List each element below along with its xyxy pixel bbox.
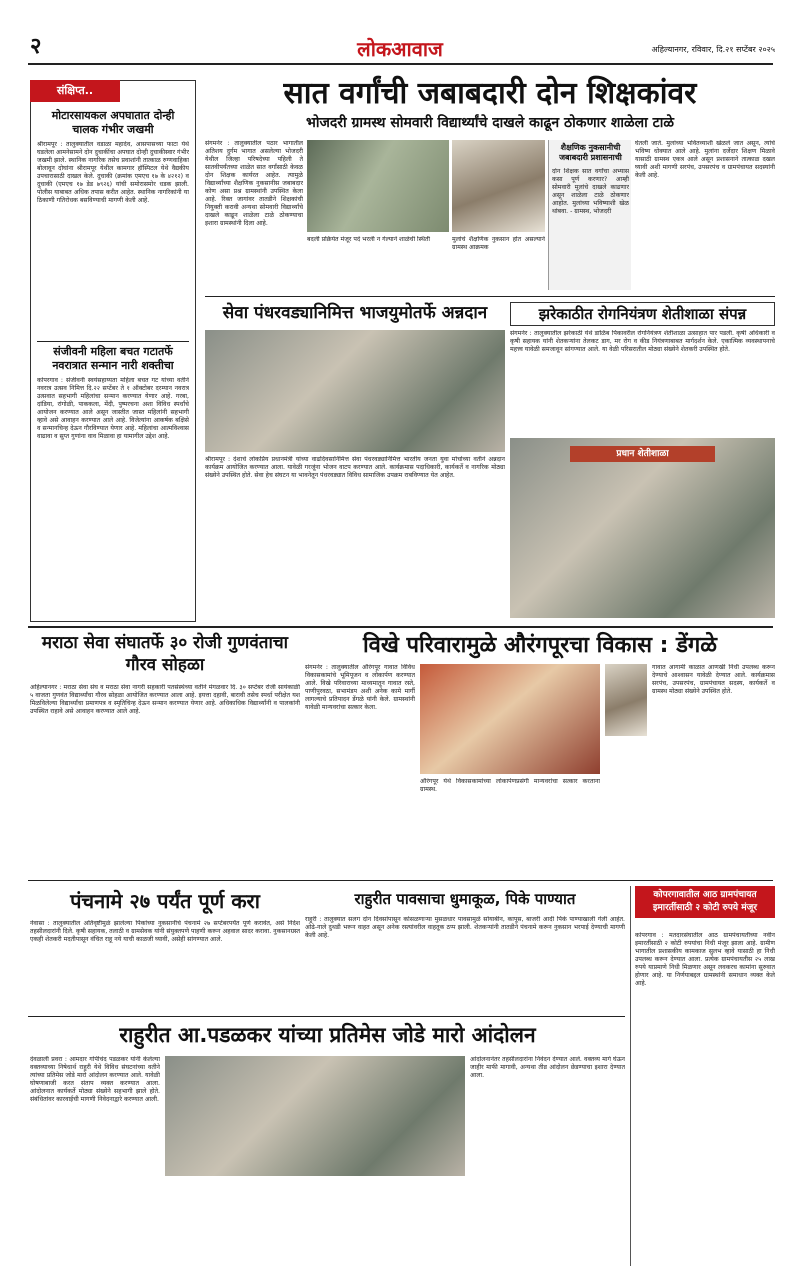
kopargaon-box (630, 886, 775, 1266)
vikhe-photo (420, 664, 600, 774)
lead-sidebox-headline: शैक्षणिक नुकसानीची जबाबदारी प्रशासनाची (559, 143, 622, 162)
vikhe-body: संगमनेर : तालुक्यातील औरंगपूर गावात विविध विकासकामांचे भूमिपूजन व लोकार्पण करण्यात आले. विखे परिवाराच्या माध्यमातून गावात रस्ते, पाणीपुरवठा, सभामंडप अशी अनेक कामे मार्गी लागल्याचे प्रतिपादन डेंगळे यांनी केले. ग्रामस्थांनी यावेळी मान्यवरांचा सत्कार केला. (305, 664, 415, 711)
maratha-headline: मराठा सेवा संघातर्फे ३० रोजी गुणवंताचा गौरव सोहळा (41, 633, 289, 675)
padalkar-headline: राहुरीत आ.पडळकर यांच्या प्रतिमेस जोडे मारो आंदोलन (119, 1023, 536, 1047)
lead-subhead: भोजदरी ग्रामस्थ सोमवारी विद्यार्थ्यांचे दाखले काढून ठोकणार शाळेला टाळे (305, 115, 674, 131)
annadan-headline: सेवा पंधरवड्यानिमित्त भाजयुमोतर्फे अन्नदान (222, 303, 488, 323)
mid-rule-1 (28, 626, 773, 628)
lead-sidebox (548, 140, 631, 290)
rahuri-rain-headline: राहुरीत पावसाचा धुमाकूळ, पिके पाण्यात (354, 890, 576, 908)
shetishala-photo (510, 438, 775, 618)
lead-body-2: घेतली जाते. मुलांच्या भवितव्याशी खेळले जात असून, त्यांचे भविष्य धोक्यात आले आहे. मुलांना दर्जेदार शिक्षण मिळावे यासाठी ग्रामस्थ एकत्र आले असून प्रशासनाने तात्काळ दखल घ्यावी अशी मागणी सरपंच, उपसरपंच व ग्रामपंचायत सदस्यांनी केली आहे. (635, 140, 775, 179)
vikhe-portrait (605, 664, 647, 736)
header-rule (28, 63, 773, 65)
lead-photo-school (307, 140, 449, 232)
shetishala-body: संगमनेर : तालुक्यातील झरेकाठी येथे डाळिंब पिकावरील रोगनियंत्रण शेतीशाळा उत्साहात पार पडली. कृषी अधिकारी व कृषी सहायक यांनी शेतकऱ्यांना तेलकट डाग, मर रोग व कीड नियंत्रणाबाबत मार्गदर्शन केले. एकात्मिक व्यवस्थापनाचे महत्त्व यावेळी समजावून सांगण्यात आले. या वेळी परिसरातील मोठ्या संख्येने शेतकरी उपस्थित होते. (510, 330, 775, 353)
mid-rule-3 (28, 1016, 625, 1017)
dateline: अहिल्यानगर, रविवार, दि.२१ सप्टेंबर २०२५ (651, 45, 775, 54)
lead-body-1: संगमनेर : तालुक्यातील पठार भागातील अतिशय दुर्गम भागात असलेल्या भोजदरी येथील जिल्हा परिषदेच्या पहिली ते सातवीपर्यंतच्या शाळेत सात वर्गांसाठी केवळ दोन शिक्षक कार्यरत आहेत. त्यामुळे विद्यार्थ्यांच्या शैक्षणिक नुकसानीस जबाबदार कोण असा प्रश्न ग्रामस्थांनी उपस्थित केला आहे. रिक्त जागांवर तातडीने शिक्षकांची नियुक्ती करावी अन्यथा सोमवारी विद्यार्थ्यांचे दाखले काढून शाळेला टाळे ठोकण्याचा इशारा ग्रामस्थांनी दिला आहे. (205, 140, 303, 227)
lead-headline: सात वर्गांची जबाबदारी दोन शिक्षकांवर (283, 76, 697, 111)
kopargaon-headline: कोपरगावातील आठ ग्रामपंचायत इमारतींसाठी २ कोटी रुपये मंजूर (635, 886, 775, 918)
padalkar-photo (165, 1056, 465, 1176)
sidebar-divider (37, 341, 189, 342)
lead-caption-2: मुलांचे शैक्षणिक नुकसान होत असल्याने ग्रामस्थ आक्रमक (452, 236, 545, 251)
padalkar-body-2: आंदोलनानंतर तहसीलदारांना निवेदन देण्यात आले. वक्तव्य मागे घेऊन जाहीर माफी मागावी, अन्यथा तीव्र आंदोलन छेडण्याचा इशारा देण्यात आला. (470, 1056, 625, 1079)
lead-caption-1: बदली प्रक्रियेत मंजूर पदे भरली न गेल्याने शाळेची स्थिती (307, 236, 431, 243)
kopargaon-body: कोपरगाव : मतदारसंघातील आठ ग्रामपंचायतींच्या नवीन इमारतींसाठी २ कोटी रुपयांचा निधी मंजूर झाला आहे. ग्रामीण भागातील प्रशासकीय कामकाज सुलभ व्हावे यासाठी हा निधी उपलब्ध करून देण्यात आला. प्रत्येक ग्रामपंचायतीस २५ लाख रुपये याप्रमाणे निधी मिळणार असून लवकरच कामांना सुरुवात होणार आहे. या निर्णयाबद्दल ग्रामस्थांनी समाधान व्यक्त केले आहे. (635, 932, 775, 987)
vikhe-headline: विखे परिवारामुळे औरंगपूरचा विकास : डेंगळे (362, 633, 718, 658)
rahuri-rain-body: राहुरी : तालुक्यात सलग दोन दिवसांपासून कोसळणाऱ्या मुसळधार पावसामुळे सोयाबीन, कापूस, बाजरी आदी पिके पाण्याखाली गेली आहेत. ओढे-नाले दुथडी भरून वाहत असून अनेक रस्त्यांवरील वाहतूक ठप्प झाली. शेतकऱ्यांनी तातडीने पंचनामे करून नुकसान भरपाई देण्याची मागणी केली आहे. (305, 916, 625, 939)
vikhe-body-2: गावात आगामी काळात आणखी निधी उपलब्ध करून देण्याचे आश्वासन यावेळी देण्यात आले. कार्यक्रमास सरपंच, उपसरपंच, ग्रामपंचायत सदस्य, कार्यकर्ते व ग्रामस्थ मोठ्या संख्येने उपस्थित होते. (652, 664, 775, 695)
shetishala-headline: झरेकाठीत रोगनियंत्रण शेतीशाळा संपन्न (510, 302, 775, 326)
lead-photo-students (452, 140, 545, 232)
lead-sidebox-body: दोन शिक्षक सात वर्गांचा अभ्यास कसा पूर्ण करणार? आम्ही सोमवारी मुलांचे दाखले काढणार असून शाळेला टाळे ठोकणार आहोत. मुलांच्या भविष्याशी खेळ थांबवा. - ग्रामस्थ, भोजदरी (552, 168, 629, 215)
page-number: २ (30, 34, 42, 59)
padalkar-body: देवळाली प्रवरा : आमदार गोपीचंद पडळकर यांनी केलेल्या वक्तव्याच्या निषेधार्थ राहुरी येथे विविध संघटनांच्या वतीने त्यांच्या प्रतिमेस जोडे मारो आंदोलन करण्यात आले. यावेळी घोषणाबाजी करत संताप व्यक्त करण्यात आला. आंदोलनात कार्यकर्ते मोठ्या संख्येने सहभागी झाले होते. संबंधितांवर कारवाईची मागणी निवेदनाद्वारे करण्यात आली. (30, 1056, 160, 1103)
annadan-body: श्रीरामपूर : देशाचे लोकप्रिय प्रधानमंत्री यांच्या वाढदिवसानिमित्त सेवा पंधरवड्यानिमित्त भारतीय जनता युवा मोर्चाच्या वतीने अन्नदान कार्यक्रम आयोजित करण्यात आला. यावेळी गरजूंना भोजन वाटप करण्यात आले. कार्यक्रमास पदाधिकारी, कार्यकर्ते व नागरिक मोठ्या संख्येने उपस्थित होते. सेवा हेच संघटन या भावनेतून पंधरवड्यात विविध सामाजिक उपक्रम राबविण्यात येत आहेत. (205, 456, 505, 479)
mid-rule-2 (28, 880, 773, 881)
sidebar-story1-headline: मोटारसायकल अपघातात दोन्ही चालक गंभीर जखमी (51, 109, 175, 136)
sidebar (30, 80, 196, 622)
maratha-body: अहिल्यानगर : मराठा सेवा संघ व मराठा सेवा नागरी सहकारी पतसंस्थेच्या वतीने मंगळवार दि. ३० सप्टेंबर रोजी सायंकाळी ५ वाजता गुणवंत विद्यार्थ्यांचा गौरव सोहळा आयोजित करण्यात आला आहे. इयत्ता दहावी, बारावी तसेच स्पर्धा परीक्षेत यश मिळविलेल्या विद्यार्थ्यांचा प्रमाणपत्र व स्मृतिचिन्ह देऊन सन्मान करण्यात येणार आहे. अधिकाधिक विद्यार्थ्यांनी व पालकांनी उपस्थित राहावे असे आवाहन करण्यात आले आहे. (30, 684, 300, 715)
sidebar-story2-headline: संजीवनी महिला बचत गटातर्फे नवरात्रात सन्मान नारी शक्तीचा (52, 345, 174, 372)
vikhe-caption: औरंगपूर येथे विकासकामांच्या लोकार्पणप्रसंगी मान्यवरांचा सत्कार करताना ग्रामस्थ. (420, 778, 600, 793)
panchname-body: नेवासा : तालुक्यातील अतिवृष्टीमुळे झालेल्या पिकांच्या नुकसानीचे पंचनामे २७ सप्टेंबरपर्यंत पूर्ण करावेत, असे निर्देश तहसीलदारांनी दिले. कृषी सहायक, तलाठी व ग्रामसेवक यांनी संयुक्तपणे पाहणी करून अहवाल सादर करावा. नुकसानग्रस्त एकही शेतकरी मदतीपासून वंचित राहू नये याची काळजी घ्यावी, असेही सांगण्यात आले. (30, 920, 300, 943)
annadan-photo (205, 330, 505, 452)
shetishala-banner: प्रधान शेतीशाळा (570, 446, 715, 462)
masthead: लोकआवाज (357, 37, 443, 61)
lead-rule (205, 296, 775, 297)
panchname-headline: पंचनामे २७ पर्यंत पूर्ण करा (70, 889, 260, 913)
sidebar-story1-body: श्रीरामपूर : तालुक्यातील वडाळा महादेव, आसपासच्या फाटा येथे घडलेला आमनेसामने दोन दुचाकींचा अपघात दोन्ही दुचाकीस्वार गंभीर जखमी झाले. स्थानिक नागरिक तसेच प्रवाशांनी तात्काळ रुग्णवाहिका बोलावून दोघांना श्रीरामपूर येथील कामगार हॉस्पिटल येथे वैद्यकीय उपचारासाठी दाखल केले. दुचाकी (क्रमांक एमएच १७ के ४२१२) व दुचाकी (एमएच १७ डेड ७९२६) यांची समोरासमोर धडक झाली. पोलीस याबाबत अधिक तपास करीत आहेत. स्थानिक नागरिकांनी या ठिकाणी गतिरोधक बसविण्याची मागणी केली आहे. (37, 141, 189, 204)
sidebar-label: संक्षिप्त.. (30, 80, 120, 102)
sidebar-story2-body: कोपरगाव : संजीवनी स्वयंसहाय्यता महिला बचत गट यांच्या वतीने नवरात्र उत्सव निमित्त दि.२२ सप्टेंबर ते १ ऑक्टोबर दरम्यान नवरात्र उत्सवात सहभागी महिलांचा सन्मान करण्यात येणार आहे. गरबा, दांडिया, रांगोळी, पाककला, मेंदी, पुष्परचना अशा विविध स्पर्धांचे आयोजन करण्यात आले असून जास्तीत जास्त महिलांनी सहभागी व्हावे असे आवाहन करण्यात आले आहे. विजेत्यांना आकर्षक बक्षिसे व सन्मानचिन्ह देऊन गौरविण्यात येणार आहे. महिलांचा आत्मविश्वास वाढावा व सुप्त गुणांना वाव मिळावा हा यामागील उद्देश आहे. (37, 377, 189, 440)
